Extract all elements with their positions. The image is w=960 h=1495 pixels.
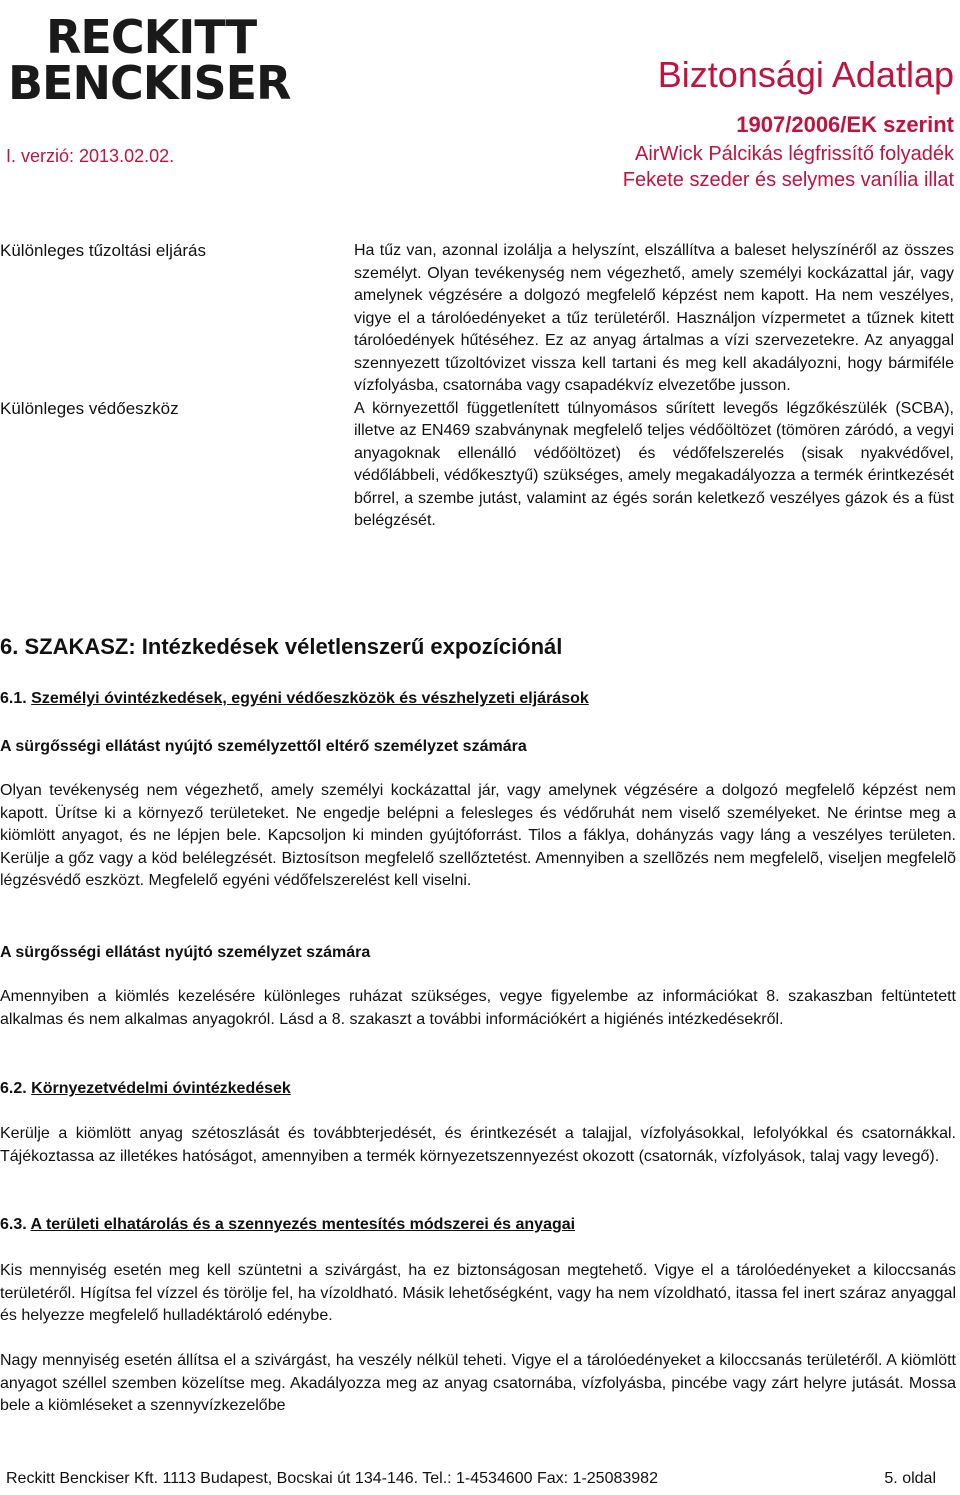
paragraph: Amennyiben a kiömlés kezelésére különleges ruházat szükséges, vegye figyelembe az információkat 8. szakaszban feltüntetett alkalmas és nem alkalmas anyagokról. Lásd a 8. szakaszt a további információkért a higiénés intézkedésekről. [0, 988, 956, 1028]
subheading: A sürgősségi ellátást nyújtó személyzet számára [0, 944, 371, 961]
subsection-6-3-title [0, 1214, 956, 1237]
row-value: Ha tűz van, azonnal izolálja a helyszínt, elszállítva a baleset helyszínéről az összes személyt. Olyan tevékenység nem végezhető, amely személyi kockázattal jár, vagy amelynek végzésére a dolgozó megfelelő képzést nem kapott. Ha nem veszélyes, vigye el a tárolóedényeket a tűz területéről. Használjon vízpermetet a tűznek kitett tárolóedények hűtéséhez. Ez az anyag ártalmas a vízi szervezetekre. Az anyaggal szennyezett tűzoltóvizet vissza kell tartani és meg kell akadályozni, hogy bármiféle vízfolyásba, csatornába vagy csapadékvíz elvezetőbe jusson. [354, 242, 954, 394]
logo-line-2: BENCKISER [8, 56, 291, 110]
subsection-6-2-title [0, 1078, 956, 1101]
subsection-number: 6.3. [0, 1216, 27, 1233]
product-name-line-2: Fekete szeder és selymes vanília illat [622, 169, 954, 191]
page-number: 5. oldal [884, 1470, 936, 1487]
table-row [0, 398, 960, 533]
document-title: Biztonsági Adatlap [657, 54, 954, 95]
version-label: I. verzió: 2013.02.02. [6, 146, 175, 166]
subsection-6-1-title [0, 688, 956, 711]
row-value: A környezettől függetlenített túlnyomásos sűrített levegős légzőkészülék (SCBA), illetve az EN469 szabványnak megfelelő teljes védőöltözet (tömören záródó, a vegyi anyagoknak ellenálló védőöltözet) és védőfelszerelés (sisak nyakvédővel, védőlábbeli, védőkesztyű) szükséges, amely megakadályozza a termék érintkezését bőrrel, a szembe jutást, valamint az égés során keletkező veszélyes gázok és a füst belégzését. [354, 399, 954, 529]
subsection-number: 6.1. [0, 690, 27, 707]
subsection-number: 6.2. [0, 1080, 27, 1097]
paragraph: Kis mennyiség esetén meg kell szüntetni a szivárgást, ha ez biztonságosan megtehető. Vigye el a tárolóedényeket a kiloccsanás területéről. Hígítsa fel vízzel és törölje fel, ha vízoldható. Másik lehetőségként, vagy ha nem vízoldható, itassa fel inert száraz anyaggal és helyezze megfelelő hulladéktároló edénybe. [0, 1262, 956, 1324]
document-header [0, 0, 960, 200]
subsection-title: Személyi óvintézkedések, egyéni védőeszközök és vészhelyzeti eljárások [31, 690, 589, 707]
logo-line-1: RECKITT [46, 10, 257, 64]
company-logo [8, 10, 293, 110]
subheading: A sürgősségi ellátást nyújtó személyzettől eltérő személyzet számára [0, 738, 527, 755]
section-heading: 6. SZAKASZ: Intézkedések véletlenszerű expozíciónál [0, 634, 563, 659]
paragraph: Nagy mennyiség esetén állítsa el a szivárgást, ha veszély nélkül teheti. Vigye el a tárolóedényeket a kiloccsanás területéről. A kiömlött anyagot széllel szemben közelítse meg. Akadályozza meg az anyag csatornába, vízfolyásba, pincébe vagy zárt helyre jutását. Mossa bele a kiömléseket a szennyvízkezelőbe [0, 1352, 956, 1414]
subsection-title: Környezetvédelmi óvintézkedések [31, 1080, 291, 1097]
firefighting-table [0, 240, 960, 533]
row-label: Különleges tűzoltási eljárás [0, 241, 207, 260]
table-row [0, 240, 960, 398]
regulation-label: 1907/2006/EK szerint [736, 112, 954, 137]
row-label: Különleges védőeszköz [0, 398, 179, 418]
paragraph: Kerülje a kiömlött anyag szétoszlását és továbbterjedését, és érintkezését a talajjal, vízfolyásokkal, lefolyókkal és csatornákkal. Tájékoztassa az illetékes hatóságot, amennyiben a termék környezetszennyezést okozott (csatornák, vízfolyások, talaj vagy levegő). [0, 1125, 956, 1165]
footer-company-info: Reckitt Benckiser Kft. 1113 Budapest, Bocskai út 134-146. Tel.: 1-4534600 Fax: 1-25083982 [6, 1470, 658, 1487]
paragraph: Olyan tevékenység nem végezhető, amely személyi kockázattal jár, vagy amelynek végzésére a dolgozó megfelelő képzést nem kapott. Ürítse ki a környező területeket. Ne engedje belépni a felesleges és védőruhát nem viselő személyeket. Ne érintse meg a kiömlött anyagot, és ne lépjen bele. Kapcsoljon ki minden gyújtóforrást. Tilos a fáklya, dohányzás vagy láng a veszélyes területen. Kerülje a gőz vagy a köd belélegzését. Biztosítson megfelelő szellőztetést. Amennyiben a szellõzés nem megfelelõ, viseljen megfelelõ légzésvédő eszközt. Megfelelő egyéni védőfelszerelést kell viselni. [0, 782, 956, 889]
subsection-title: A területi elhatárolás és a szennyezés mentesítés módszerei és anyagai [30, 1216, 576, 1233]
product-name-line-1: AirWick Pálcikás légfrissítő folyadék [635, 143, 954, 165]
